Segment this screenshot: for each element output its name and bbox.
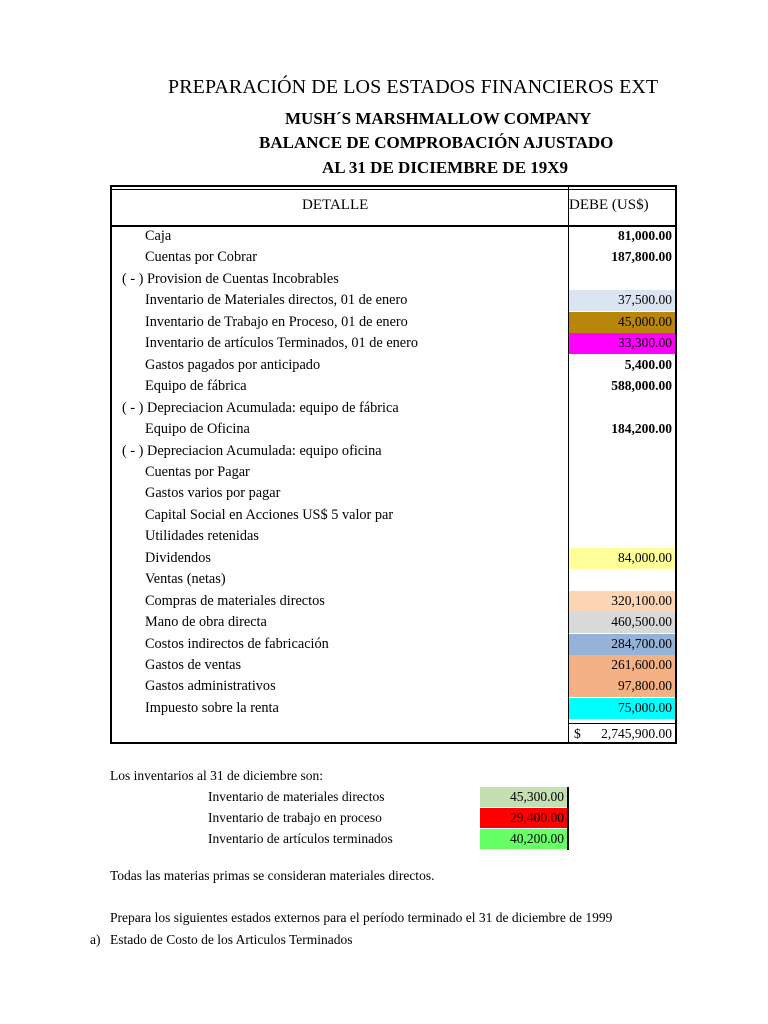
row-label: Mano de obra directa bbox=[145, 614, 267, 631]
trial-balance-table bbox=[110, 185, 677, 744]
row-value: 75,000.00 bbox=[569, 698, 675, 719]
row-value bbox=[569, 441, 675, 462]
table-row bbox=[112, 312, 675, 333]
task-a-marker: a) bbox=[90, 932, 101, 947]
row-value: 320,100.00 bbox=[569, 591, 675, 612]
row-label: Equipo de Oficina bbox=[145, 421, 250, 438]
header-debe: DEBE (US$) bbox=[569, 197, 649, 213]
table-row bbox=[112, 505, 675, 526]
row-label: Cuentas por Cobrar bbox=[145, 249, 257, 266]
company-name: MUSH´S MARSHMALLOW COMPANY bbox=[285, 109, 592, 128]
row-value: 81,000.00 bbox=[618, 228, 672, 243]
row-label: Inventario de Trabajo en Proceso, 01 de enero bbox=[145, 313, 408, 330]
table-row bbox=[112, 483, 675, 504]
row-value bbox=[569, 269, 675, 290]
row-label: Inventario de Materiales directos, 01 de enero bbox=[145, 292, 408, 309]
table-row bbox=[112, 676, 675, 697]
row-value: 45,000.00 bbox=[569, 312, 675, 333]
table-row bbox=[112, 355, 675, 376]
table-row bbox=[112, 698, 675, 719]
row-label: Cuentas por Pagar bbox=[145, 463, 250, 480]
row-value bbox=[569, 569, 675, 590]
table-row bbox=[112, 612, 675, 633]
table-row bbox=[112, 290, 675, 311]
report-title: BALANCE DE COMPROBACIÓN AJUSTADO bbox=[259, 133, 614, 152]
inventory-label: Inventario de artículos terminados bbox=[208, 831, 393, 846]
table-row bbox=[112, 591, 675, 612]
inventories-intro: Los inventarios al 31 de diciembre son: bbox=[110, 768, 323, 783]
table-row bbox=[112, 247, 675, 268]
main-title: PREPARACIÓN DE LOS ESTADOS FINANCIEROS EXT bbox=[168, 76, 659, 98]
row-label: ( - ) Depreciacion Acumulada: equipo oficina bbox=[122, 442, 382, 459]
row-label: Gastos administrativos bbox=[145, 678, 276, 695]
table-row bbox=[112, 526, 675, 547]
row-value: 84,000.00 bbox=[569, 548, 675, 569]
row-value: 97,800.00 bbox=[569, 676, 675, 697]
table-row bbox=[112, 398, 675, 419]
row-value: 184,200.00 bbox=[611, 421, 672, 437]
row-value: 588,000.00 bbox=[611, 378, 672, 394]
inventory-label: Inventario de trabajo en proceso bbox=[208, 810, 382, 825]
row-label: Capital Social en Acciones US$ 5 valor par bbox=[145, 506, 394, 523]
row-label: Equipo de fábrica bbox=[145, 378, 247, 395]
row-label: Impuesto sobre la renta bbox=[145, 699, 279, 716]
table-row bbox=[112, 569, 675, 590]
row-value: 5,400.00 bbox=[624, 356, 672, 372]
inventory-value: 40,200.00 bbox=[480, 829, 567, 849]
row-value: 261,600.00 bbox=[569, 655, 675, 676]
table-row bbox=[112, 655, 675, 676]
inventory-label: Inventario de materiales directos bbox=[208, 789, 385, 804]
row-label: Caja bbox=[145, 228, 172, 244]
row-label: ( - ) Depreciacion Acumulada: equipo de fábrica bbox=[122, 399, 399, 416]
row-value bbox=[569, 526, 675, 547]
row-value bbox=[569, 505, 675, 526]
table-row bbox=[112, 634, 675, 655]
table-row bbox=[112, 226, 675, 247]
inventory-value: 29,400.00 bbox=[480, 808, 567, 828]
row-label: Gastos varios por pagar bbox=[145, 485, 281, 502]
row-value: 37,500.00 bbox=[569, 290, 675, 311]
row-label: Dividendos bbox=[145, 549, 211, 566]
row-value: 460,500.00 bbox=[569, 612, 675, 633]
row-label: Compras de materiales directos bbox=[145, 592, 325, 609]
table-row bbox=[112, 376, 675, 397]
instruction-text: Prepara los siguientes estados externos para el período terminado el 31 de diciembre de 1999 bbox=[110, 910, 613, 925]
row-label: ( - ) Provision de Cuentas Incobrables bbox=[122, 270, 339, 287]
row-value: 187,800.00 bbox=[611, 249, 672, 265]
table-row bbox=[112, 441, 675, 462]
inventory-value: 45,300.00 bbox=[480, 787, 567, 807]
total-value: 2,745,900.00 bbox=[601, 726, 672, 741]
inventory-values-border bbox=[480, 787, 569, 850]
row-label: Costos indirectos de fabricación bbox=[145, 635, 329, 652]
row-label: Gastos pagados por anticipado bbox=[145, 356, 321, 373]
row-label: Inventario de artículos Terminados, 01 de enero bbox=[145, 335, 419, 352]
materials-note: Todas las materias primas se consideran materiales directos. bbox=[110, 868, 435, 883]
table-row bbox=[112, 269, 675, 290]
row-label: Ventas (netas) bbox=[145, 571, 226, 588]
task-a-text: Estado de Costo de los Articulos Terminados bbox=[110, 932, 353, 947]
total-currency: $ bbox=[574, 726, 581, 741]
header-detalle: DETALLE bbox=[302, 197, 369, 213]
table-row bbox=[112, 462, 675, 483]
table-row bbox=[112, 419, 675, 440]
row-value bbox=[569, 398, 675, 419]
table-row bbox=[112, 333, 675, 354]
row-value bbox=[569, 462, 675, 483]
report-date: AL 31 DE DICIEMBRE DE 19X9 bbox=[322, 158, 569, 177]
table-row bbox=[112, 548, 675, 569]
row-label: Utilidades retenidas bbox=[145, 528, 259, 545]
total-row bbox=[569, 723, 675, 744]
table-top-double-line bbox=[112, 189, 675, 190]
row-value: 33,300.00 bbox=[569, 333, 675, 354]
row-value bbox=[569, 483, 675, 504]
row-value: 284,700.00 bbox=[569, 634, 675, 655]
row-label: Gastos de ventas bbox=[145, 657, 242, 673]
